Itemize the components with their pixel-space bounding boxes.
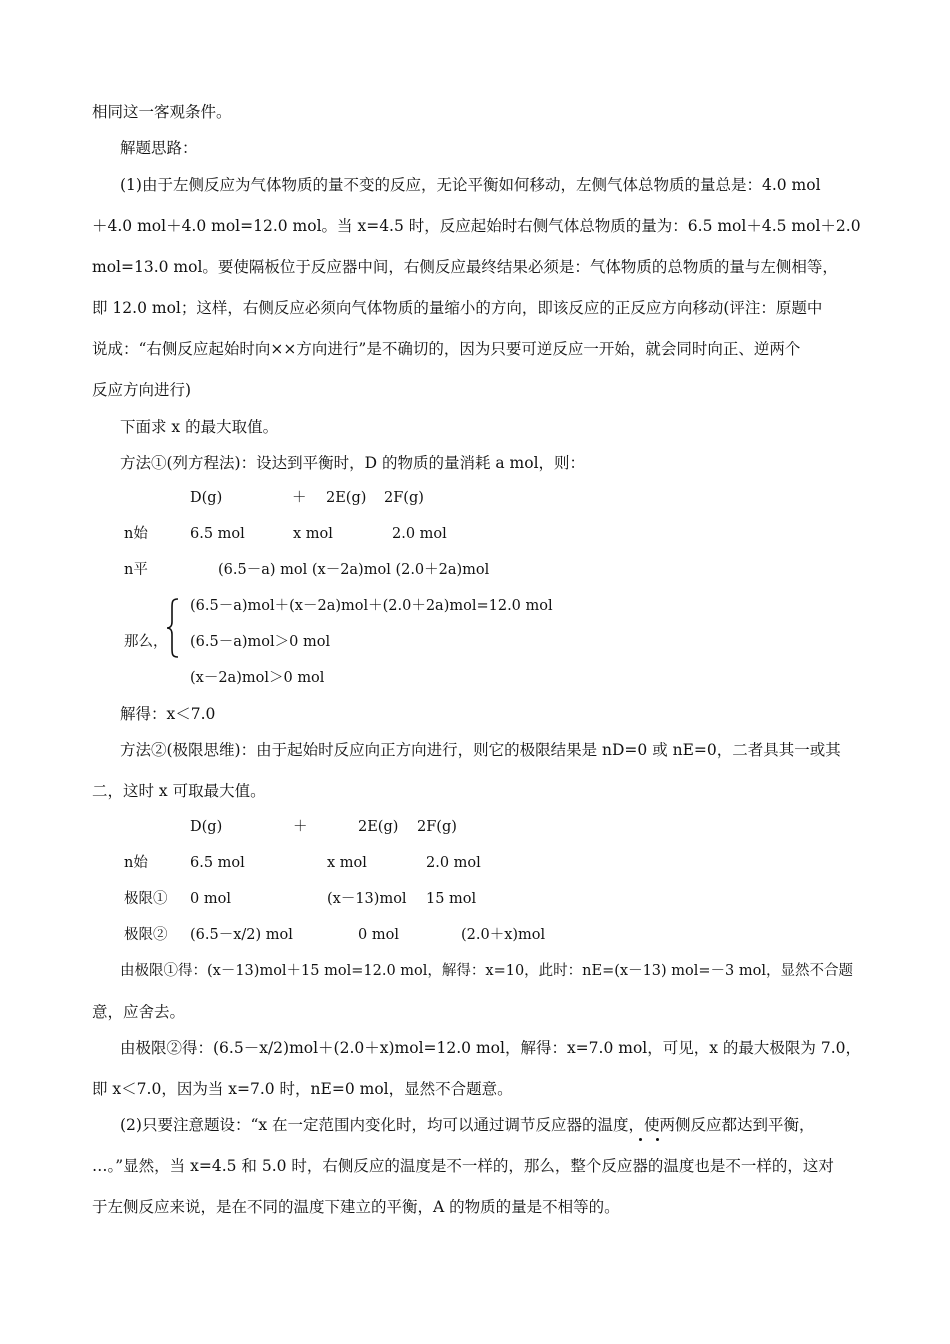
table-cell: 6.5 mol <box>190 855 245 871</box>
row-label: n始 <box>124 855 148 871</box>
row-label: 极限② <box>124 927 168 943</box>
equation-plus: ＋ <box>292 490 307 506</box>
row-label: n始 <box>124 526 148 542</box>
equation-plus: ＋ <box>293 819 308 835</box>
text-line: (1)由于左侧反应为气体物质的量不变的反应，无论平衡如何移动，左侧气体总物质的量总是：4.0 mol <box>120 176 821 194</box>
table-cell: 15 mol <box>426 891 477 907</box>
text-line: 说成：“右侧反应起始时向××方向进行”是不确切的，因为只要可逆反应一开始，就会同时向正、逆两个 <box>92 340 801 358</box>
text-line: …。”显然，当 x=4.5 和 5.0 时，右侧反应的温度是不一样的，那么，整个反应器的温度也是不一样的，这对 <box>92 1157 834 1175</box>
text-line: 于左侧反应来说，是在不同的温度下建立的平衡，A 的物质的量是不相等的。 <box>92 1198 620 1216</box>
row-label: 极限① <box>124 891 168 907</box>
table-cell: 6.5 mol <box>190 526 245 542</box>
table-cell: 0 mol <box>190 891 231 907</box>
text-line: 方法②(极限思维)：由于起始时反应向正方向进行，则它的极限结果是 nD=0 或 nE=0，二者具其一或其 <box>120 741 841 759</box>
emphasis-dot <box>656 1138 659 1141</box>
text-line: mol=13.0 mol。要使隔板位于反应器中间，右侧反应最终结果必须是：气体物质的总物质的量与左侧相等， <box>92 258 838 276</box>
equation-e: 2E(g) <box>326 490 367 506</box>
table-cell: (6.5－a) mol (x－2a)mol (2.0＋2a)mol <box>218 562 490 578</box>
table-cell: x mol <box>293 526 333 542</box>
equation-e: 2E(g) <box>358 819 399 835</box>
text-line: 意，应舍去。 <box>92 1003 186 1021</box>
text-line: 即 x＜7.0，因为当 x=7.0 时，nE=0 mol，显然不合题意。 <box>92 1080 513 1098</box>
equation-f: 2F(g) <box>417 819 457 835</box>
table-cell: 2.0 mol <box>426 855 481 871</box>
text-line: ＋4.0 mol＋4.0 mol=12.0 mol。当 x=4.5 时，反应起始时右侧气体总物质的量为：6.5 mol＋4.5 mol＋2.0 <box>92 217 861 235</box>
text-line: 即 12.0 mol；这样，右侧反应必须向气体物质的量缩小的方向，即该反应的正反应方向移动(评注：原题中 <box>92 299 823 317</box>
text-line: 解题思路： <box>120 139 198 157</box>
text-line: 反应方向进行) <box>92 381 192 399</box>
text-line: 下面求 x 的最大取值。 <box>120 418 279 436</box>
system-label: 那么， <box>124 634 168 650</box>
system-equation: (6.5－a)mol＞0 mol <box>190 634 331 650</box>
text-line: 由极限①得：(x－13)mol＋15 mol=12.0 mol，解得：x=10，此时：nE=(x－13) mol=－3 mol，显然不合题 <box>120 963 854 979</box>
table-cell: 0 mol <box>358 927 399 943</box>
text-line: 由极限②得：(6.5－x/2)mol＋(2.0＋x)mol=12.0 mol，解得：x=7.0 mol，可见，x 的最大极限为 7.0， <box>120 1039 861 1057</box>
text-line: 解得：x＜7.0 <box>120 705 216 723</box>
table-cell: (6.5－x/2) mol <box>190 927 293 943</box>
system-equation: (x－2a)mol＞0 mol <box>190 670 325 686</box>
text-line: 二，这时 x 可取最大值。 <box>92 782 266 800</box>
system-equation: (6.5－a)mol＋(x－2a)mol＋(2.0＋2a)mol=12.0 mol <box>190 598 553 614</box>
equation-d: D(g) <box>190 819 223 835</box>
brace-icon <box>166 598 180 658</box>
equation-f: 2F(g) <box>384 490 424 506</box>
text-line: 相同这一客观条件。 <box>92 103 232 121</box>
table-cell: (x－13)mol <box>327 891 407 907</box>
text-line: (2)只要注意题设：“x 在一定范围内变化时，均可以通过调节反应器的温度，使两侧反应都达到平衡， <box>120 1116 815 1134</box>
emphasis-dot <box>639 1138 642 1141</box>
table-cell: x mol <box>327 855 367 871</box>
row-label: n平 <box>124 562 148 578</box>
text-line: 方法①(列方程法)：设达到平衡时，D 的物质的量消耗 a mol，则： <box>120 454 586 472</box>
table-cell: (2.0＋x)mol <box>461 927 546 943</box>
equation-d: D(g) <box>190 490 223 506</box>
table-cell: 2.0 mol <box>392 526 447 542</box>
